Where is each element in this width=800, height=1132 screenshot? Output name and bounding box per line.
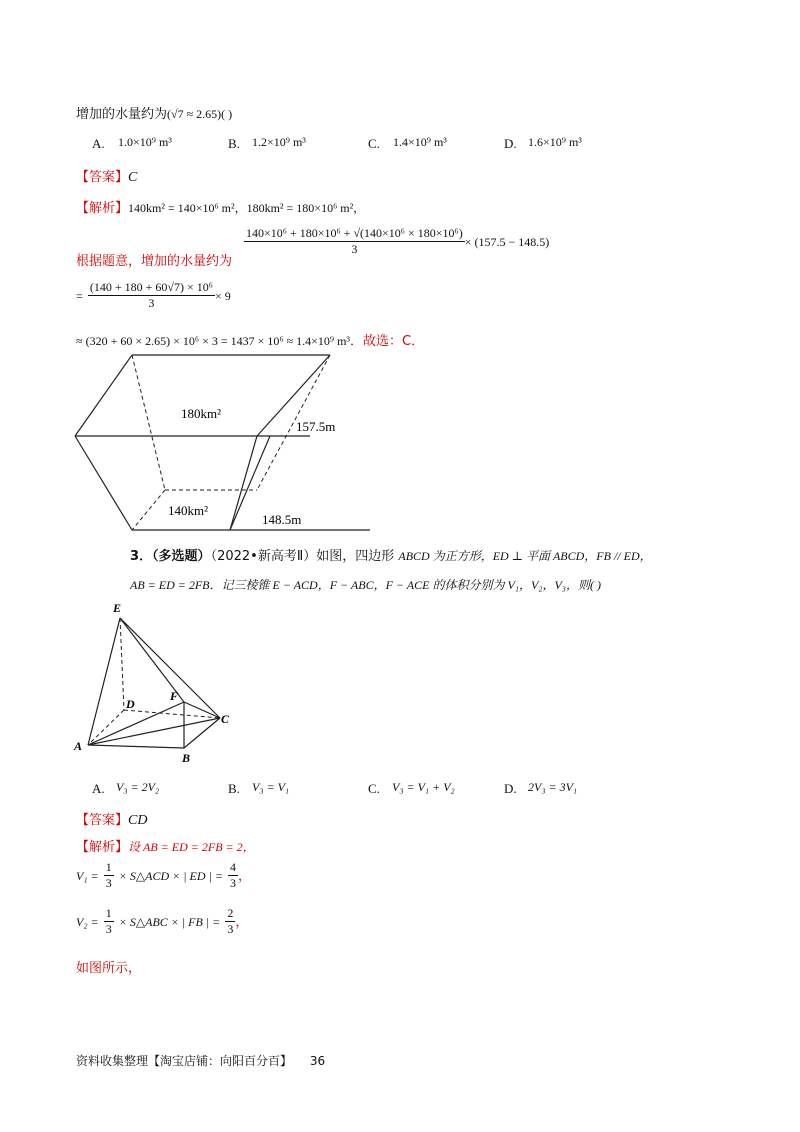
q2-answer [76,166,137,186]
option-c-value: 1.4×10⁹ m³ [393,135,447,149]
option-b-value: V₃ = V₁ [252,780,290,794]
q2-analysis-line-1 [76,197,365,216]
pyramid-figure [70,598,250,768]
frustum-figure [70,350,370,540]
option-d-letter: D. [504,781,517,796]
fraction-denominator: 3 [105,876,112,890]
page-footer [76,1052,325,1069]
fraction-denominator: 3 [230,876,237,890]
v1-middle: × S△ACD × | ED | = [118,869,223,883]
condition-text: (√7 ≈ 2.65)( ) [167,107,233,121]
option-a-letter: A. [92,136,105,151]
fraction-numerator: 1 [105,860,112,874]
v1-formula [76,860,251,891]
fraction-numerator: 140×10⁶ + 180×10⁶ + √(140×10⁶ × 180×10⁶) [246,226,463,240]
option-a-value: 1.0×10⁹ m³ [118,135,172,149]
volume-formula [244,226,549,257]
option-a-value: V₃ = 2V₂ [116,780,160,794]
result-line [76,330,424,349]
bottom-height-label: 148.5m [262,512,302,527]
question-source: （2022•新高考Ⅱ）如图，四边形 [210,549,395,564]
v2-formula [76,906,248,937]
v1-result [228,860,238,891]
v2-left: V₂ = [76,915,99,929]
option-d-value: 1.6×10⁹ m³ [528,135,582,149]
answer-tag: 【答案】 [76,170,129,185]
v2-middle: × S△ABC × | FB | = [118,915,221,929]
fraction-tail: × (157.5 − 148.5) [464,235,550,249]
lead-text: 增加的水量约为 [76,107,168,122]
answer-tag: 【答案】 [76,813,129,828]
analysis-label: 根据题意，增加的水量约为 [76,254,233,269]
q3-answer [76,809,147,829]
option-a-letter: A. [92,781,105,796]
point-c-label: C [221,712,230,726]
point-b-label: B [182,751,191,765]
point-e-label: E [113,601,122,615]
analysis-text: 140km² = 140×10⁶ m²，180km² = 180×10⁶ m²， [128,201,366,215]
point-f-label: F [170,689,179,703]
point-a-label: A [74,739,83,753]
question-type: （多选题） [152,549,211,564]
option-b-letter: B. [228,781,240,796]
fraction-denominator: 3 [105,922,112,936]
footer-text: 资料收集整理【淘宝店铺：向阳百分百】 [76,1054,293,1068]
q3-line-1 [130,545,652,564]
result-conclusion: ．故选：C． [350,334,425,349]
option-c-letter: C. [368,136,380,151]
fraction-numerator: 4 [230,860,237,874]
answer-value: C [128,170,138,185]
v2-result [225,906,235,937]
v1-left: V₁ = [76,869,99,883]
question-lead [76,103,232,122]
option-d-letter: D. [504,136,517,151]
page-number: 36 [309,1054,326,1068]
volume-fraction [244,226,465,257]
comma: ， [238,869,252,884]
simplified-formula: = $\frac{\text{(140 + 180 + 60√7) × 10⁶}}{3}$ × 9 [76,280,231,310]
fraction-denominator: 3 [351,242,358,256]
v2-coefficient [104,906,114,937]
fraction-denominator: 3 [148,296,155,310]
answer-value: CD [128,813,148,828]
result-text: ≈ (320 + 60 × 2.65) × 10⁶ × 3 = 1437 × 10⁶ ≈ 1.4×10⁹ m³ [76,334,351,348]
fraction-tail: × 9 [214,289,231,303]
analysis-tag: 【解析】 [76,840,129,855]
figure-note: 如图所示， [76,961,142,976]
simplified-fraction [88,280,215,311]
v1-coefficient [104,860,114,891]
point-d-label: D [126,697,135,711]
fraction-numerator: (140 + 180 + 60√7) × 10⁶ [89,280,213,294]
analysis-tag: 【解析】 [76,201,129,216]
fraction-denominator: 3 [227,922,234,936]
option-b-letter: B. [228,136,240,151]
option-b-value: 1.2×10⁹ m³ [252,135,306,149]
option-c-letter: C. [368,781,380,796]
fraction-numerator: 1 [105,906,112,920]
option-c-value: V₃ = V₁ + V₂ [392,780,455,794]
option-d-value: 2V₃ = 3V₁ [528,780,578,794]
bottom-area-label: 140km² [168,503,209,518]
comma: ， [235,915,249,930]
fraction-numerator: 2 [227,906,234,920]
q3-analysis-lead [76,836,255,855]
top-area-label: 180km² [181,406,222,421]
question-number: 3． [130,549,153,564]
analysis-text: 设 AB = ED = 2FB = 2， [128,840,255,854]
q3-line-2: AB = ED = 2FB．记三棱锥 E − ACD，F − ABC，F − ACE 的体积分别为 V₁，V₂，V₃，则( ) [130,578,601,592]
top-height-label: 157.5m [296,419,336,434]
question-text-1: ABCD 为正方形，ED ⊥ 平面 ABCD，FB // ED， [398,549,652,563]
